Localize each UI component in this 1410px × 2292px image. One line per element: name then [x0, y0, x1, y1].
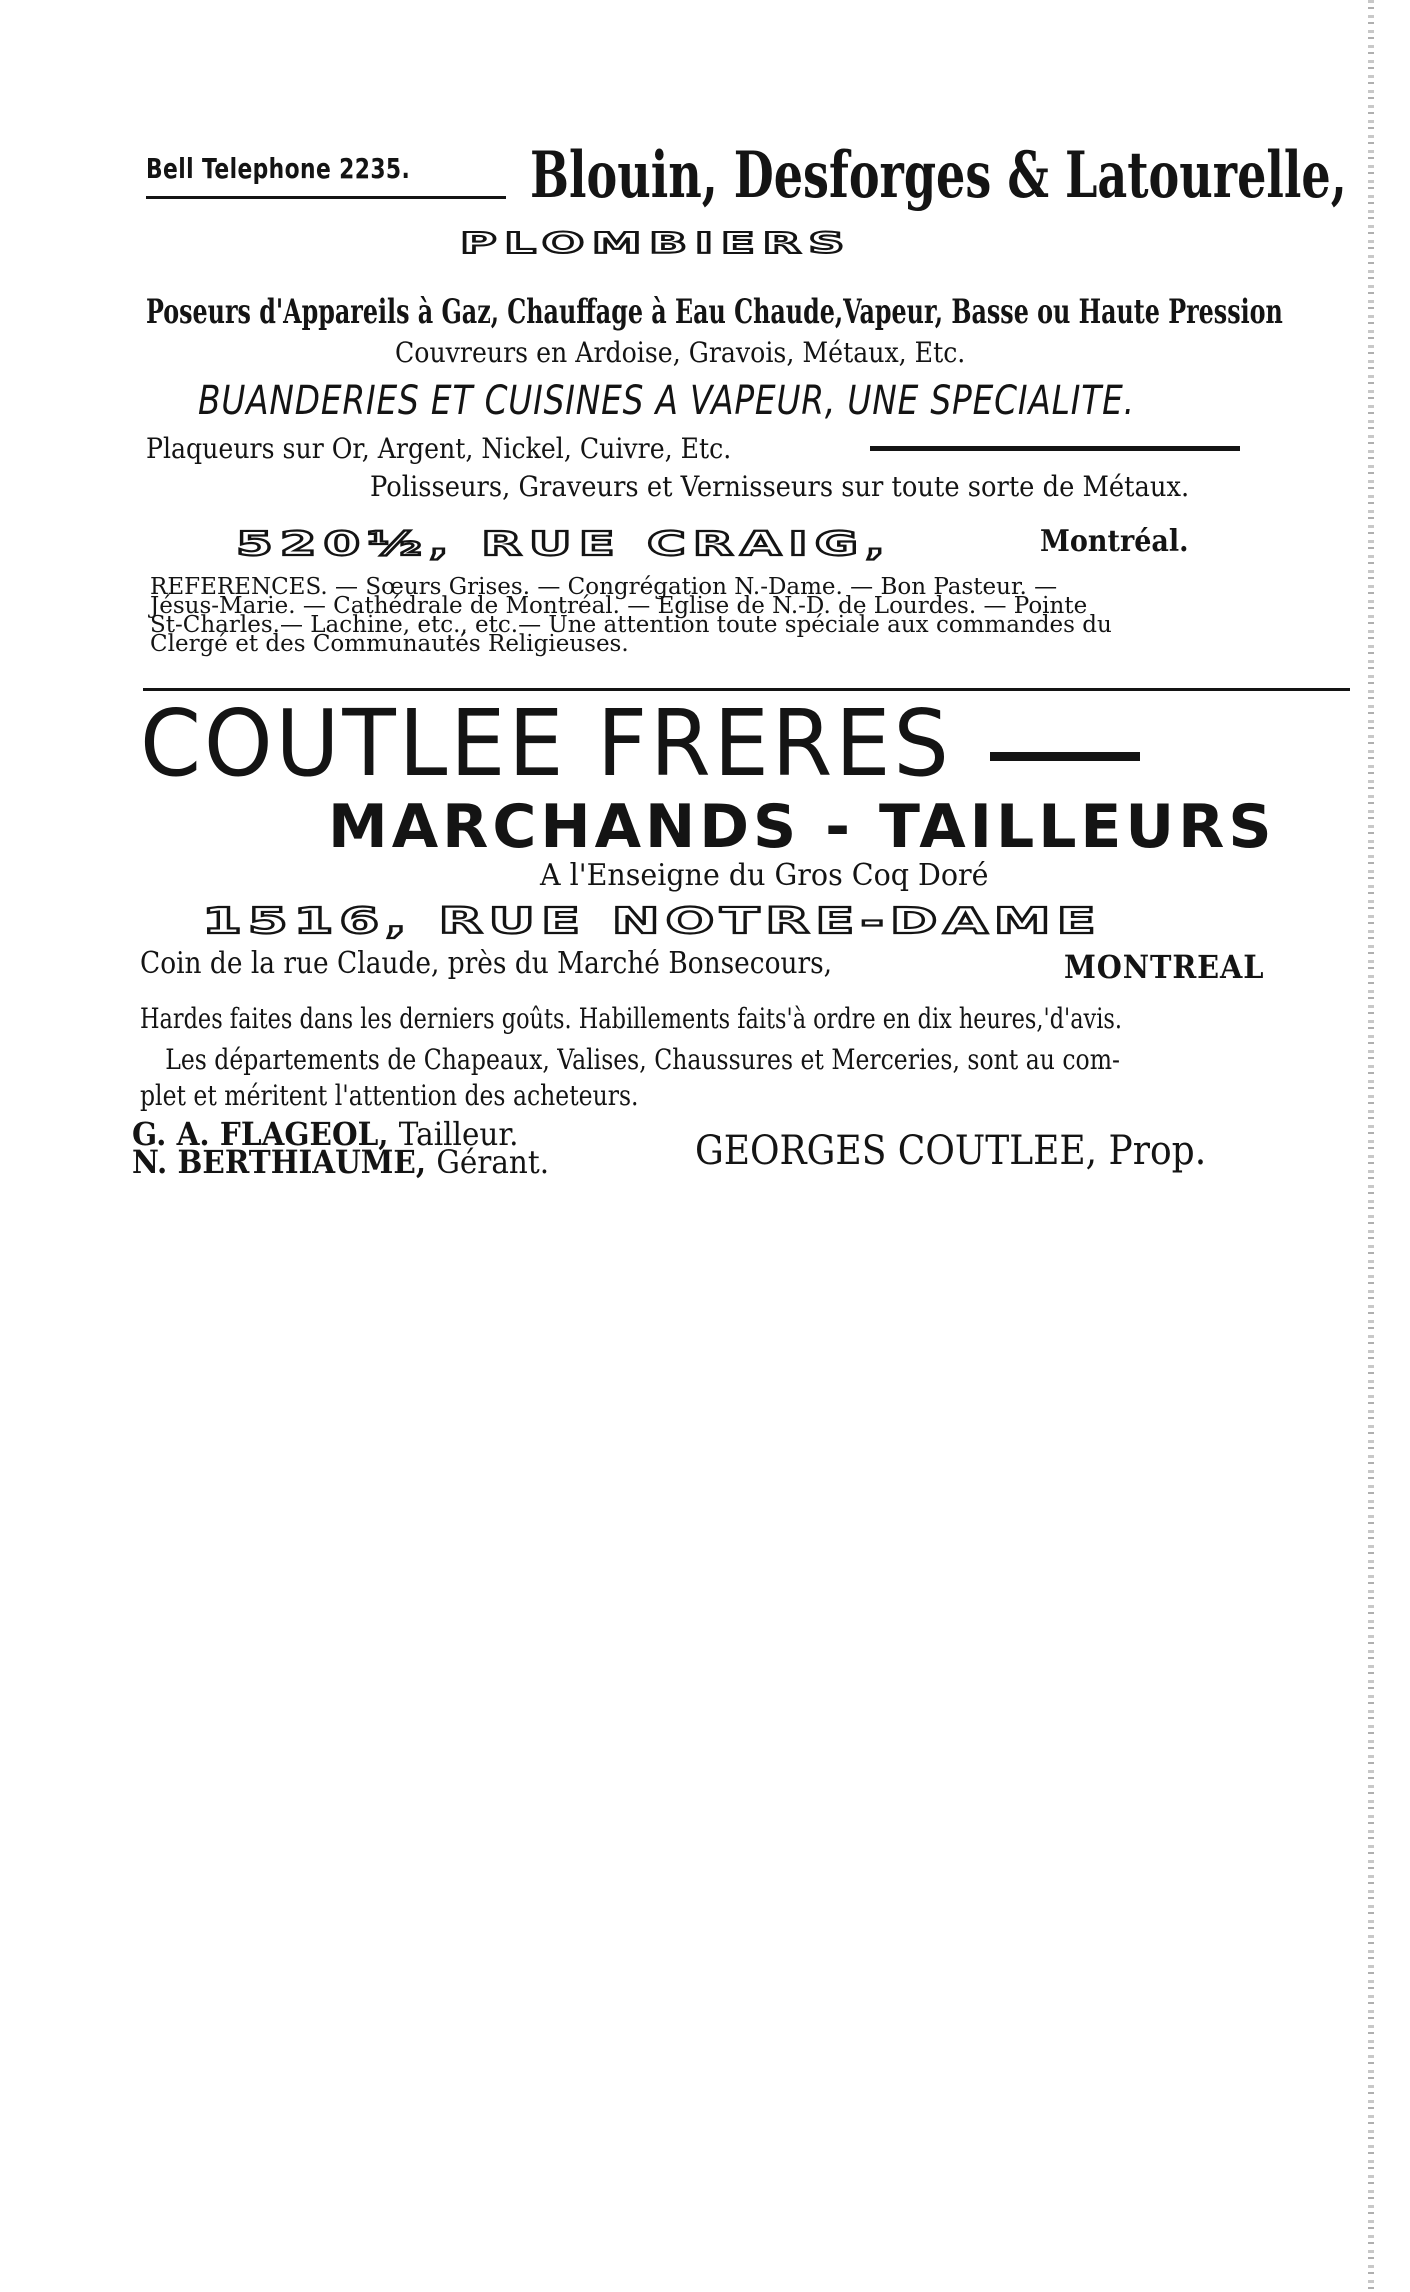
proprietor: GEORGES COUTLEE, Prop.: [695, 1128, 1207, 1174]
firm-name: COUTLEE FRERES: [140, 690, 952, 797]
departments-line: Les départements de Chapeaux, Valises, Chaussures et Merceries, sont au com-: [165, 1043, 1120, 1076]
address-heading: 520½, RUE CRAIG,: [236, 524, 893, 563]
staff-name: G. A. FLAGEOL,: [132, 1115, 389, 1153]
bell-telephone: Bell Telephone 2235.: [146, 152, 411, 185]
tagline: Hardes faites dans les derniers goûts. Habillements faits'à ordre en dix heures,'d'avis.: [140, 1002, 1122, 1035]
specialty-line: BUANDERIES ET CUISINES A VAPEUR, UNE SPECIALITE.: [198, 378, 1135, 424]
references-line: REFERENCES. — Sœurs Grises. — Congrégation N.-Dame. — Bon Pasteur. —: [150, 574, 1058, 600]
services-line-1: Poseurs d'Appareils à Gaz, Chauffage à Eau Chaude,Vapeur, Basse ou Haute Pression: [146, 292, 1283, 332]
services-line-2: Couvreurs en Ardoise, Gravois, Métaux, Etc.: [395, 336, 966, 369]
staff-role: Tailleur.: [398, 1115, 519, 1153]
corner-line: Coin de la rue Claude, près du Marché Bonsecours,: [140, 946, 833, 981]
plating-rule: [870, 446, 1240, 451]
staff-role: Gérant.: [436, 1143, 550, 1181]
references-line: Clergé et des Communautés Religieuses.: [150, 631, 629, 657]
shop-sign: A l'Enseigne du Gros Coq Doré: [540, 858, 989, 893]
address-city: MONTREAL: [1064, 948, 1265, 986]
scan-edge-noise: [1368, 0, 1374, 2292]
plating-line: Plaqueurs sur Or, Argent, Nickel, Cuivre, Etc.: [146, 432, 732, 465]
staff-name: N. BERTHIAUME,: [132, 1143, 427, 1181]
address-heading: 1516, RUE NOTRE-DAME: [202, 900, 1102, 942]
staff-gerant: [132, 1143, 550, 1181]
trade-heading: MARCHANDS - TAILLEURS: [328, 792, 1276, 862]
trade-heading: PLOMBIERS: [460, 228, 852, 261]
polishing-line: Polisseurs, Graveurs et Vernisseurs sur toute sorte de Métaux.: [370, 470, 1190, 503]
firm-rule: [990, 752, 1140, 761]
departments-line: plet et méritent l'attention des acheteurs.: [140, 1079, 639, 1112]
references-line: St-Charles.— Lachine, etc., etc.— Une attention toute spéciale aux commandes du: [150, 612, 1112, 638]
telephone-underline: [146, 196, 506, 199]
references-block: [150, 574, 1345, 657]
address-city: Montréal.: [1040, 524, 1189, 559]
firm-name: Blouin, Desforges & Latourelle,: [530, 138, 1347, 213]
departments-block: [140, 1042, 1340, 1114]
references-line: Jésus-Marie. — Cathédrale de Montréal. — Eglise de N.-D. de Lourdes. — Pointe: [150, 593, 1088, 619]
